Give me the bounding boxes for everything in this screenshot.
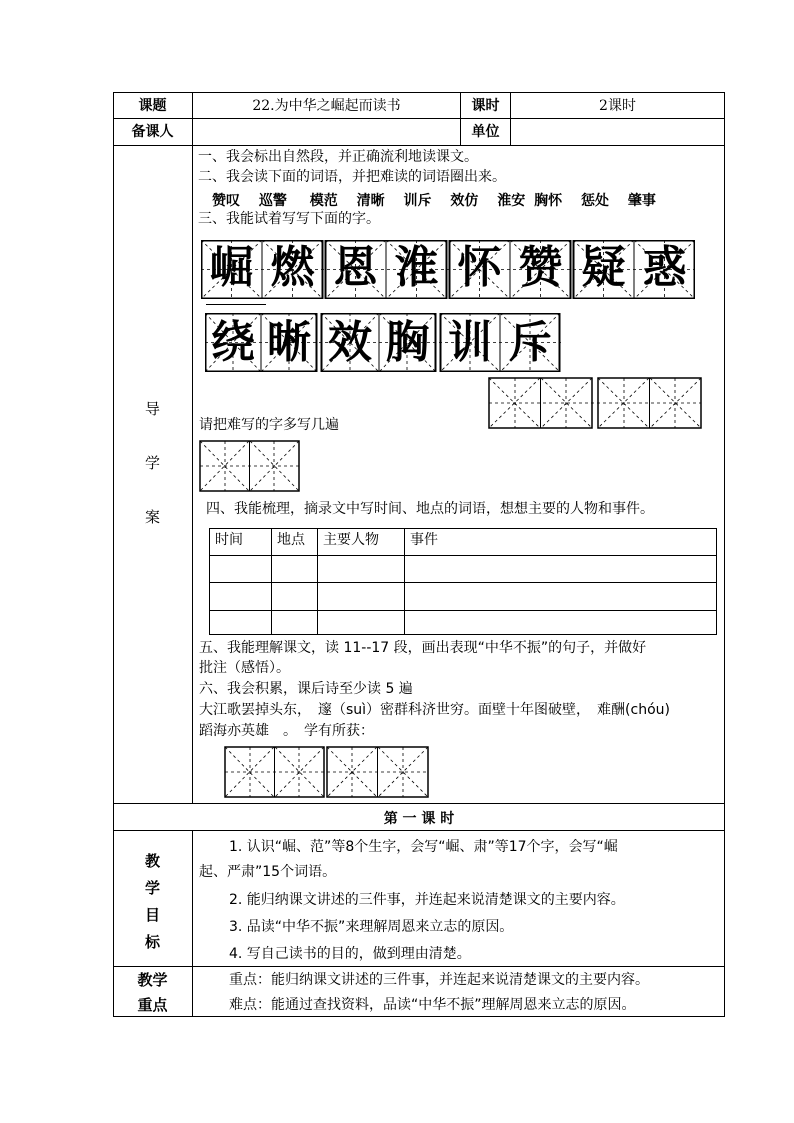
word: 肇事 <box>627 193 656 209</box>
side-label-xue: 学 <box>144 454 160 472</box>
guide-line-2: 二、我会读下面的词语，并把难读的词语圈出来。 <box>198 169 506 185</box>
big-char: 淮 <box>394 242 439 293</box>
col-line <box>192 92 193 803</box>
word: 淮安 <box>497 193 526 209</box>
goal-1a: 1. 认识“崛、范”等8个生字，会写“崛、肃”等17个字，会写“崛 <box>229 839 618 855</box>
char-grid-row-2 <box>205 313 561 372</box>
row-line <box>113 145 725 146</box>
key-label-2: 重点 <box>137 996 168 1014</box>
goal-4: 4. 写自己读书的目的，做到理由清楚。 <box>229 946 471 962</box>
period-value: 2课时 <box>599 98 636 114</box>
big-char: 晰 <box>267 317 311 368</box>
side-label-dao: 导 <box>144 400 160 418</box>
key-label-1: 教学 <box>137 971 168 989</box>
guide-line-1: 一、我会标出自然段，并正确流利地读课文。 <box>198 149 478 165</box>
goal-2: 2. 能归纳课文讲述的三件事，并连起来说清楚课文的主要内容。 <box>229 892 625 908</box>
goal-1b: 起、严肃”15个词语。 <box>199 864 337 880</box>
goal-3: 3. 品读“中华不振”来理解周恩来立志的原因。 <box>229 919 514 935</box>
col-line <box>192 830 193 1017</box>
table-border-bottom <box>113 1016 725 1017</box>
big-char: 斥 <box>508 317 552 368</box>
big-char: 训 <box>448 317 492 368</box>
word: 清晰 <box>356 193 385 209</box>
goals-label-char: 教 <box>144 852 160 870</box>
word: 训斥 <box>403 193 432 209</box>
period-label: 课时 <box>471 98 500 114</box>
preparer-label: 备课人 <box>131 124 174 140</box>
topic-label: 课题 <box>138 98 167 114</box>
char-grid-row-1 <box>201 240 695 299</box>
word: 惩处 <box>581 193 609 209</box>
table-header-place: 地点 <box>277 532 305 548</box>
row-line <box>113 803 725 804</box>
row-line <box>113 966 725 967</box>
big-char: 燃 <box>270 242 315 293</box>
table-border-top <box>113 92 725 93</box>
lesson-title: 第 一 课 时 <box>383 811 455 827</box>
practice-grid-bottom[interactable] <box>224 746 429 798</box>
big-char: 赞 <box>518 242 563 293</box>
word: 赞叹 <box>212 193 240 209</box>
big-char: 惑 <box>642 242 687 293</box>
goals-label <box>113 848 192 956</box>
practice-grid-left[interactable] <box>199 440 300 492</box>
big-char: 恩 <box>333 242 378 293</box>
big-char: 胸 <box>385 317 430 368</box>
word: 巡警 <box>258 193 287 209</box>
poem-line-2: 蹈海亦英雄 。 学有所获： <box>199 723 374 739</box>
table-border-right <box>724 92 725 1017</box>
guide-line-6: 六、我会积累，课后诗至少读 5 遍 <box>199 681 413 697</box>
row-line <box>113 118 725 119</box>
difficult-point: 难点：能通过查找资料，品读“中华不振”理解周恩来立志的原因。 <box>229 997 636 1013</box>
big-char: 怀 <box>457 242 502 293</box>
word-list <box>212 190 656 210</box>
guide-line-5a: 五、我能理解课文，读 11--17 段，画出表现“中华不振”的句子，并做好 <box>199 640 647 656</box>
big-char: 绕 <box>211 317 255 368</box>
table-header-time: 时间 <box>215 532 243 548</box>
big-char: 效 <box>328 317 372 368</box>
word: 模范 <box>309 193 338 209</box>
key-point: 重点：能归纳课文讲述的三件事，并连起来说清楚课文的主要内容。 <box>229 972 649 988</box>
word: 效仿 <box>450 193 479 209</box>
practice-grid-right[interactable] <box>488 377 702 429</box>
goals-label-char: 目 <box>144 906 160 924</box>
big-char: 疑 <box>581 242 626 293</box>
word: 胸怀 <box>534 193 563 209</box>
guide-line-5b: 批注（感悟）。 <box>199 660 290 676</box>
side-label-an: 案 <box>144 508 160 526</box>
poem-line-1: 大江歌罢掉头东， 邃（suì）密群科济世穷。面壁十年图破壁， 难酬(chóu) <box>199 702 670 718</box>
goals-label-char: 标 <box>144 933 160 951</box>
goals-label-char: 学 <box>144 879 160 897</box>
guide-line-3: 三、我能试着写写下面的字。 <box>198 211 380 227</box>
topic-value: 22.为中华之崛起而读书 <box>252 98 401 114</box>
guide-line-4: 四、我能梳理，摘录文中写时间、地点的词语，想想主要的人物和事件。 <box>206 501 654 517</box>
row-line <box>113 830 725 831</box>
practice-label: 请把难写的字多写几遍 <box>199 417 339 433</box>
table-header-event: 事件 <box>410 532 438 548</box>
event-table <box>209 528 717 635</box>
big-char: 崛 <box>209 242 254 293</box>
table-header-person: 主要人物 <box>323 532 379 548</box>
short-rule <box>206 304 266 305</box>
unit-label: 单位 <box>471 124 500 140</box>
